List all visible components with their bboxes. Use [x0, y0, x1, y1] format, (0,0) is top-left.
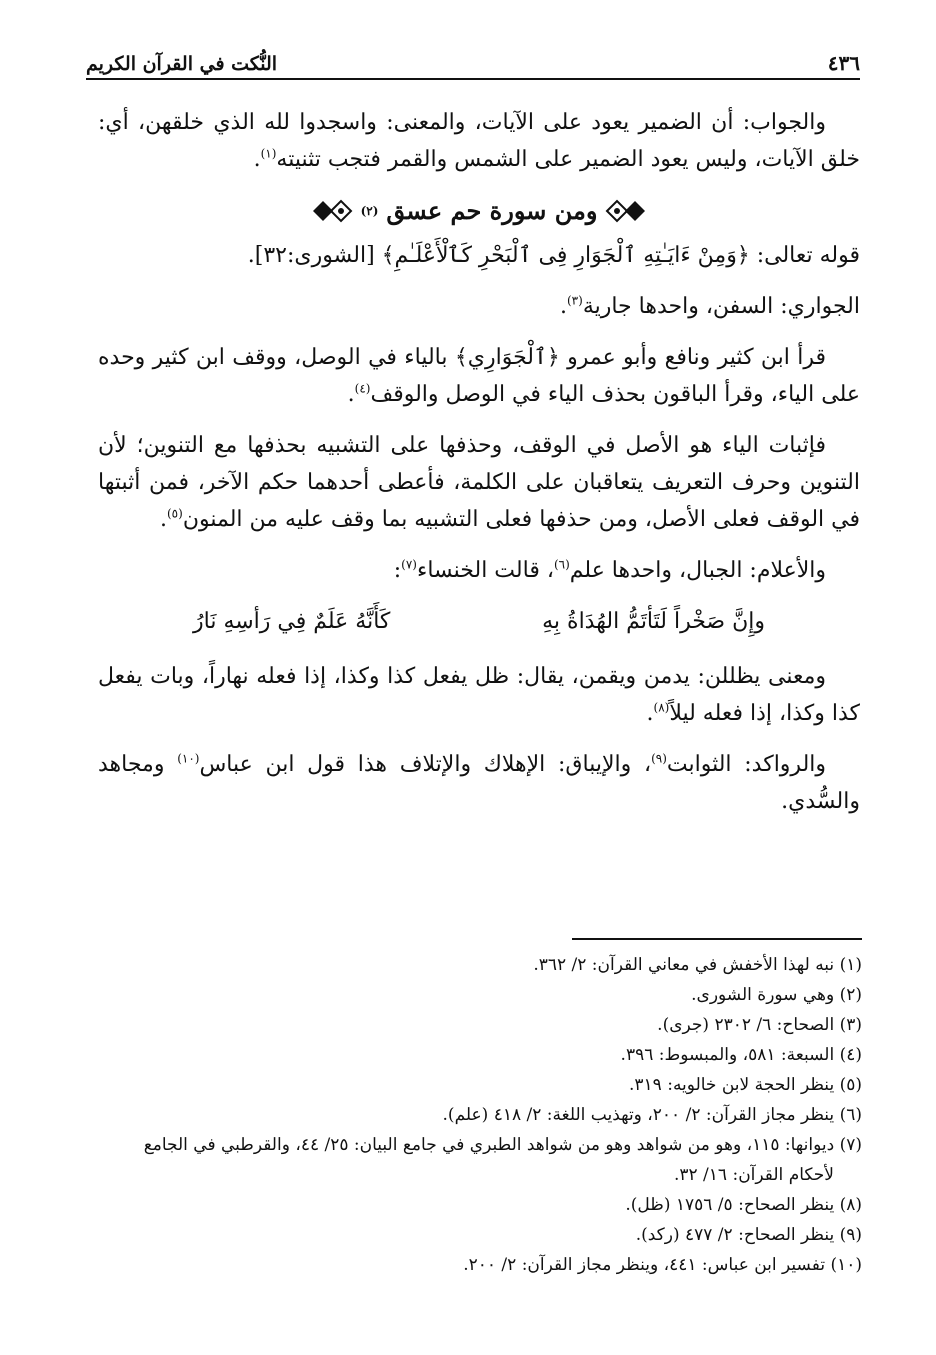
paragraph-text: : — [393, 558, 402, 583]
page-number: ٤٣٦ — [827, 51, 860, 75]
poetry-verse — [98, 603, 860, 640]
running-header — [86, 46, 860, 80]
footnote-ref: (١٠) — [177, 751, 200, 766]
ornament-right-icon — [311, 196, 353, 226]
surah-heading: ومن سورة حم عسق (٢) — [98, 192, 860, 229]
paragraph-yazlalna: ومعنى يظللن: يدمن ويقمن، يقال: ظل يفعل كذا وكذا، إذا فعله نهاراً، وبات يفعل كذا وكذا، إذا فعله ليلاً$^{(٨)}$. — [98, 664, 860, 726]
paragraph-verse-quote: قوله تعالى: ﴿وَمِنْ ءَايَـٰتِهِ ٱلْجَوَارِ فِى ٱلْبَحْرِ كَٱلْأَعْلَـٰمِ﴾ [الشورى:٣٢]. — [247, 243, 860, 268]
paragraph-text: ومعنى يظللن: يدمن ويقمن، يقال: ظل يفعل كذا وكذا، إذا فعله نهاراً، وبات يفعل كذا وكذا، إذا فعله ليلاً — [98, 664, 860, 726]
footnote-divider — [572, 938, 862, 940]
paragraph-text: والجواب: أن الضمير يعود على الآيات، والمعنى: واسجدوا لله الذي خلقهن، أي: خلق الآيات، وليس يعود الضمير على الشمس والقمر فتجب تثنيته — [98, 110, 860, 172]
footnote-ref: (٣) — [566, 293, 583, 308]
footnote: (٧) ديوانها: ١١٥، وهو من شواهد وهو من شواهد الطبري في جامع البيان: ٢٥/ ٤٤، والقرطبي في الجامع لأحكام القرآن: ١٦/ ٣٢. — [143, 1135, 862, 1185]
footnote-ref: (٥) — [166, 506, 183, 521]
verse-first-hemistich: وإِنَّ صَخْراً لَتَأتَمُّ الهُدَاةُ بِهِ — [542, 609, 765, 634]
footnote: (٣) الصحاح: ٦/ ٢٣٠٢ (جرى). — [657, 1015, 862, 1035]
paragraph-text: والأعلام: الجبال، واحدها علم — [569, 558, 826, 583]
footnote: (٥) ينظر الحجة لابن خالويه: ٣١٩. — [629, 1075, 862, 1095]
paragraph-text: قرأ ابن كثير ونافع وأبو عمرو ﴿ٱلْجَوَارِي﴾ بالياء في الوصل، ووقف ابن كثير وحده على الياء، وقرأ الباقون بحذف الياء في الوصل والوقف — [98, 345, 860, 407]
verse-second-hemistich: كَأَنَّهُ عَلَمٌ فِي رَأسِهِ نَارُ — [193, 609, 391, 634]
footnote-ref: (٨) — [653, 700, 670, 715]
paragraph-text: ، قالت الخنساء — [416, 558, 554, 583]
paragraph-rawakid — [98, 746, 860, 820]
footnote-ref: (٦) — [553, 557, 570, 572]
paragraph-ithbat: فإثبات الياء هو الأصل في الوقف، وحذفها على التشبيه بحذفها مع التنوين؛ لأن التنوين وحرف التعريف يتعاقبان على الكلمة، فأعطى أحدهما حكم الآخر، فمن أثبتها في الوقف فعلى الأصل، ومن حذفها فعلى التشبيه بما وقف عليه من المنون$^{(٥)}$. — [98, 433, 860, 532]
paragraph-text: فإثبات الياء هو الأصل في الوقف، وحذفها على التشبيه بحذفها مع التنوين؛ لأن التنوين وحرف التعريف يتعاقبان على الكلمة، فأعطى أحدهما حكم الآخر، فمن أثبتها في الوقف فعلى الأصل، ومن حذفها فعلى التشبيه بما وقف عليه من المنون — [98, 433, 860, 532]
ornament-left-icon — [605, 196, 647, 226]
footnote-ref: (٩) — [651, 751, 667, 766]
paragraph-alam — [98, 552, 860, 589]
footnote: (٤) السبعة: ٥٨١، والمبسوط: ٣٩٦. — [620, 1045, 862, 1065]
footnote: (١٠) تفسير ابن عباس: ٤٤١، وينظر مجاز القرآن: ٢/ ٢٠٠. — [463, 1255, 862, 1275]
paragraph-readings: قرأ ابن كثير ونافع وأبو عمرو ﴿ٱلْجَوَارِي﴾ بالياء في الوصل، ووقف ابن كثير وحده على الياء، وقرأ الباقون بحذف الياء في الوصل والوقف$^{(٤)}$. — [98, 345, 860, 407]
main-text — [98, 104, 860, 834]
paragraph-answer: والجواب: أن الضمير يعود على الآيات، والمعنى: واسجدوا لله الذي خلقهن، أي: خلق الآيات، وليس يعود الضمير على الشمس والقمر فتجب تثنيته$^{(١)}$. — [98, 110, 860, 172]
footnote: (٩) ينظر الصحاح: ٢/ ٤٧٧ (ركد). — [635, 1225, 862, 1245]
heading-text: ومن سورة حم عسق — [386, 196, 598, 225]
footnote: (٢) وهي سورة الشورى. — [691, 985, 862, 1005]
footnote-ref: (٧) — [401, 557, 417, 572]
footnote: (٦) ينظر مجاز القرآن: ٢/ ٢٠٠، وتهذيب اللغة: ٢/ ٤١٨ (علم). — [442, 1105, 862, 1125]
book-title: النُّكت في القرآن الكريم — [86, 53, 278, 75]
paragraph-text: الجواري: السفن، واحدها جارية — [582, 294, 860, 319]
paragraph-jawari: الجواري: السفن، واحدها جارية$^{(٣)}$. — [559, 293, 860, 319]
footnote-ref: (٤) — [354, 381, 371, 396]
paragraph-text: ومجاهد والسُّدي. — [98, 752, 860, 814]
footnote-ref: (١) — [260, 146, 277, 161]
footnote: (٨) ينظر الصحاح: ٥/ ١٧٥٦ (ظل). — [625, 1195, 862, 1215]
footnotes — [98, 950, 862, 1280]
paragraph-text: ، والإيباق: الإهلاك والإتلاف هذا قول ابن عباس — [199, 752, 652, 777]
paragraph-text: والرواكد: الثوابت — [666, 752, 827, 777]
footnote: (١) نبه لهذا الأخفش في معاني القرآن: ٢/ ٣٦٢. — [533, 955, 862, 975]
